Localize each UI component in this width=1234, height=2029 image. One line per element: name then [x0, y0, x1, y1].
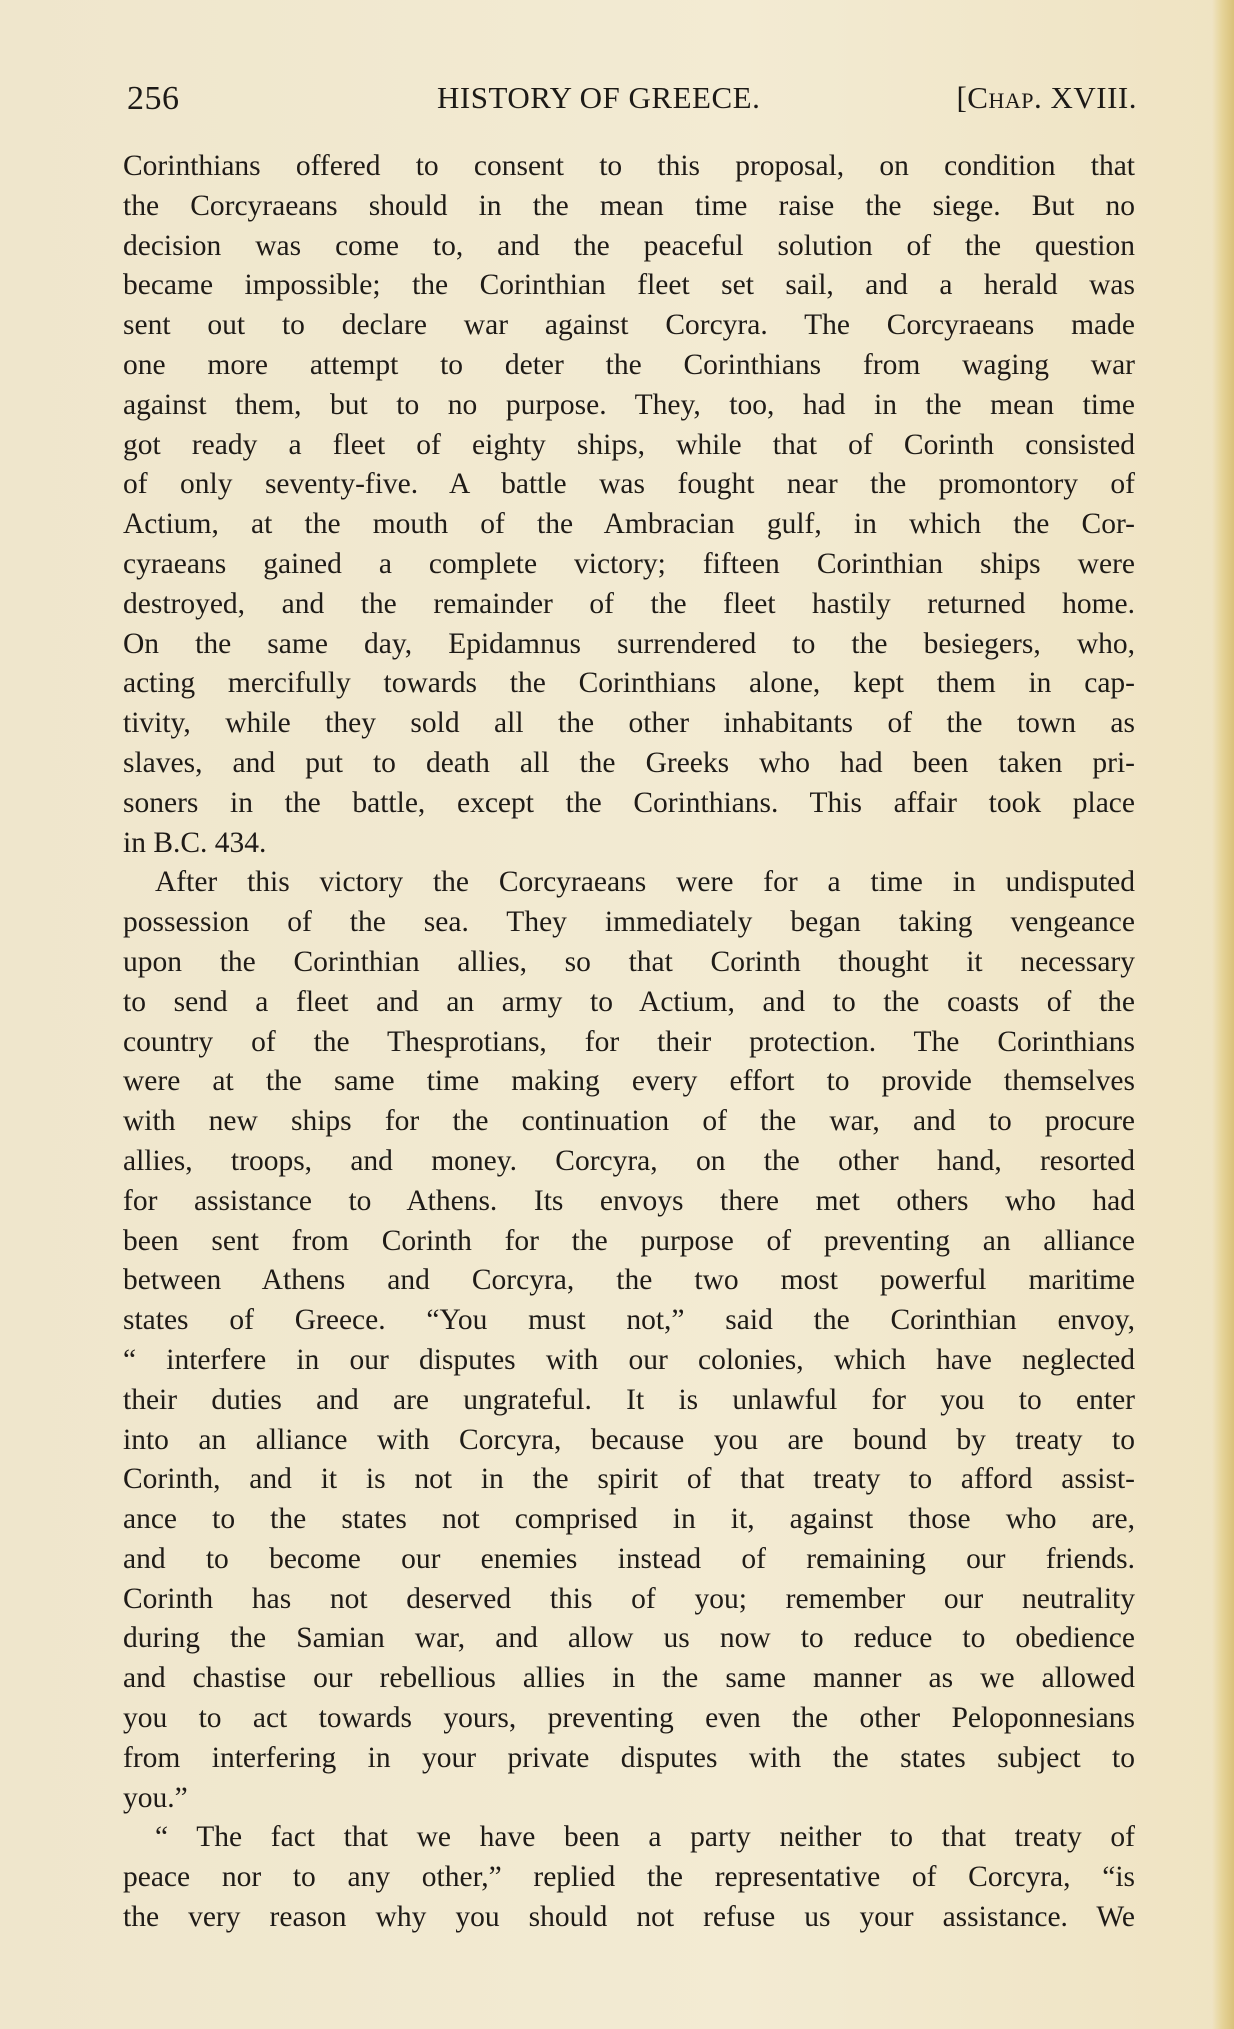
- text-line: you.”: [123, 1781, 188, 1814]
- text-line: in B.C. 434.: [123, 826, 267, 859]
- text-line: decision was come to, and the peaceful solution of the question: [123, 229, 1135, 262]
- text-line: for assistance to Athens. Its envoys there met others who had: [123, 1184, 1135, 1217]
- text-line: the very reason why you should not refuse us your assistance. We: [123, 1901, 1135, 1934]
- text-line: slaves, and put to death all the Greeks who had been taken pri-: [123, 746, 1135, 779]
- text-line: you to act towards yours, preventing even the other Peloponnesians: [123, 1702, 1135, 1735]
- text-line: became impossible; the Corinthian fleet set sail, and a herald was: [123, 269, 1135, 302]
- text-line: during the Samian war, and allow us now to reduce to obedience: [123, 1622, 1135, 1655]
- text-line: sent out to declare war against Corcyra. The Corcyraeans made: [123, 309, 1135, 342]
- body-text: [123, 147, 1135, 1938]
- text-line: to send a fleet and an army to Actium, and to the coasts of the: [123, 985, 1135, 1018]
- text-line: states of Greece. “You must not,” said the Corinthian envoy,: [123, 1304, 1135, 1337]
- text-line: against them, but to no purpose. They, too, had in the mean time: [123, 388, 1135, 421]
- text-line: got ready a fleet of eighty ships, while that of Corinth consisted: [123, 428, 1135, 461]
- text-line: were at the same time making every effort to provide themselves: [123, 1065, 1135, 1098]
- text-line: On the same day, Epidamnus surrendered to the besiegers, who,: [123, 627, 1135, 660]
- text-line: between Athens and Corcyra, the two most powerful maritime: [123, 1264, 1135, 1297]
- text-line: ance to the states not comprised in it, against those who are,: [123, 1503, 1135, 1536]
- text-line: upon the Corinthian allies, so that Corinth thought it necessary: [123, 945, 1135, 978]
- running-head: [127, 80, 1137, 130]
- text-line: “ interfere in our disputes with our colonies, which have neglected: [123, 1343, 1135, 1376]
- text-line: their duties and are ungrateful. It is unlawful for you to enter: [123, 1383, 1135, 1416]
- text-line: with new ships for the continuation of the war, and to procure: [123, 1105, 1135, 1138]
- text-line: “ The fact that we have been a party neither to that treaty of: [155, 1821, 1135, 1854]
- text-line: soners in the battle, except the Corinthians. This affair took place: [123, 786, 1135, 819]
- text-line: country of the Thesprotians, for their protection. The Corinthians: [123, 1025, 1135, 1058]
- text-line: the Corcyraeans should in the mean time raise the siege. But no: [123, 189, 1135, 222]
- text-line: one more attempt to deter the Corinthians from waging war: [123, 348, 1135, 381]
- text-line: tivity, while they sold all the other inhabitants of the town as: [123, 707, 1135, 740]
- text-line: allies, troops, and money. Corcyra, on the other hand, resorted: [123, 1144, 1135, 1177]
- text-line: Actium, at the mouth of the Ambracian gulf, in which the Cor-: [123, 508, 1135, 541]
- running-title: HISTORY OF GREECE.: [437, 80, 761, 115]
- text-line: been sent from Corinth for the purpose of preventing an alliance: [123, 1224, 1135, 1257]
- text-line: of only seventy-five. A battle was fought near the promontory of: [123, 468, 1135, 501]
- text-line: Corinthians offered to consent to this proposal, on condition that: [123, 150, 1135, 182]
- text-line: possession of the sea. They immediately began taking vengeance: [123, 906, 1135, 939]
- text-line: Corinth has not deserved this of you; remember our neutrality: [123, 1582, 1135, 1615]
- text-line: After this victory the Corcyraeans were for a time in undisputed: [155, 866, 1135, 899]
- text-line: and to become our enemies instead of remaining our friends.: [123, 1542, 1135, 1575]
- text-line: cyraeans gained a complete victory; fifteen Corinthian ships were: [123, 547, 1135, 580]
- text-line: from interfering in your private disputes with the states subject to: [123, 1741, 1135, 1774]
- page-number: 256: [127, 80, 180, 117]
- text-line: peace nor to any other,” replied the representative of Corcyra, “is: [123, 1861, 1135, 1894]
- text-line: destroyed, and the remainder of the fleet hastily returned home.: [123, 587, 1135, 620]
- text-line: Corinth, and it is not in the spirit of that treaty to afford assist-: [123, 1463, 1135, 1496]
- text-line: acting mercifully towards the Corinthians alone, kept them in cap-: [123, 667, 1135, 700]
- chapter-label: [Chap. XVIII.: [956, 80, 1137, 115]
- page-edge: [1212, 0, 1234, 2029]
- text-line: and chastise our rebellious allies in the same manner as we allowed: [123, 1662, 1135, 1695]
- text-line: into an alliance with Corcyra, because you are bound by treaty to: [123, 1423, 1135, 1456]
